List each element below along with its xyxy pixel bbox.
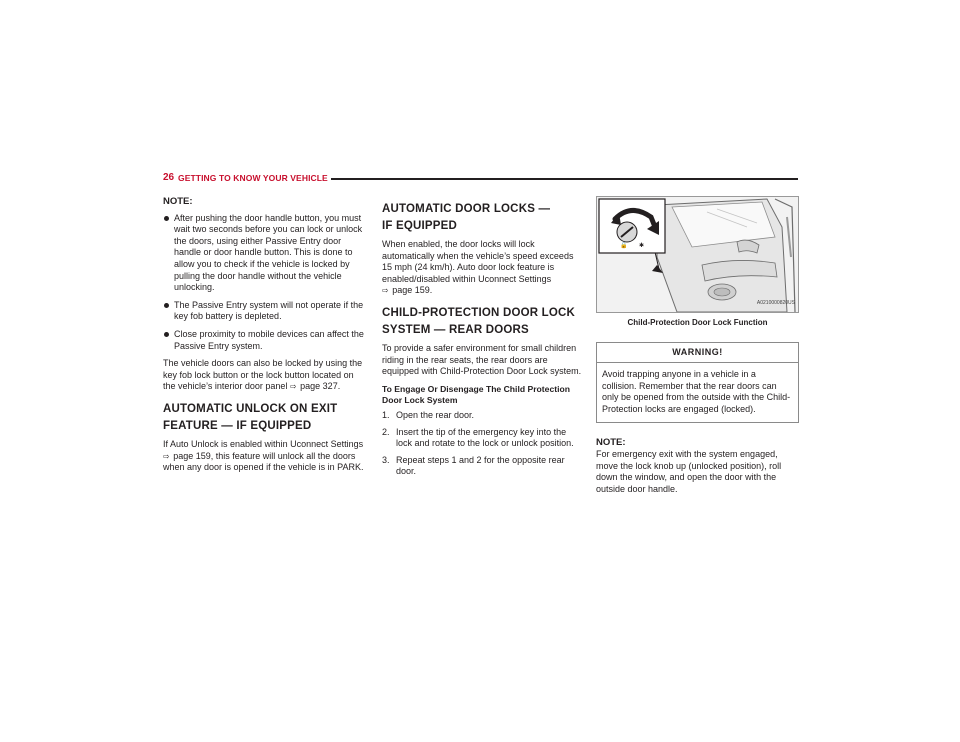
figure-caption: Child-Protection Door Lock Function xyxy=(627,318,768,327)
step-item: 3. Repeat steps 1 and 2 for the opposite rear door. xyxy=(382,454,565,477)
child-protection-paragraph: To provide a safer environment for small children riding in the rear seats, the rear doors are equipped with Child-Protection Door Lock system. xyxy=(382,342,582,377)
locking-paragraph: The vehicle doors can also be locked by using the key fob lock button or the lock button located on the vehicle’s interior door panel ⇨ page 327. xyxy=(163,358,363,392)
page-reference-icon: ⇨ xyxy=(289,382,297,392)
page-reference-icon: ⇨ xyxy=(163,451,170,461)
page-reference-link[interactable]: page 327. xyxy=(300,381,341,392)
column-right xyxy=(596,196,799,502)
page-header xyxy=(163,172,798,186)
door-illustration-svg xyxy=(597,197,798,312)
warning-text: Avoid trapping anyone in a vehicle in a collision. Remember that the rear doors can only be opened from the outside with the Child-Protection locks are engaged (locked). xyxy=(602,369,791,414)
child-lock-illustration xyxy=(596,196,799,313)
section-title: GETTING TO KNOW YOUR VEHICLE xyxy=(178,173,328,183)
procedure-steps xyxy=(382,410,582,478)
heading-auto-door-locks: AUTOMATIC DOOR LOCKS — IF EQUIPPED xyxy=(382,203,551,232)
note-label: NOTE: xyxy=(596,436,626,448)
note-label: NOTE: xyxy=(163,196,193,207)
bullet-item: After pushing the door handle button, you must wait two seconds before you can lock or unlock the doors, using either Passive Entry door handle or door handle button. This is done to allow you to check if the vehicle is locked by pulling the door handle without the vehicle unlocking. xyxy=(163,213,368,294)
figure-id: A0210000820US xyxy=(756,300,795,307)
child-symbol-icon: ✱ xyxy=(639,242,645,249)
bullet-item: Close proximity to mobile devices can affect the Passive Entry system. xyxy=(163,329,368,352)
header-rule xyxy=(331,178,798,180)
page-number: 26 xyxy=(163,172,175,183)
step-item: 2. Insert the tip of the emergency key into the lock and rotate to the lock or unlock position. xyxy=(382,426,574,449)
lock-symbol-icon: 🔒 xyxy=(620,242,628,249)
bullet-item: The Passive Entry system will not operate if the key fob battery is depleted. xyxy=(163,300,368,323)
note-text: For emergency exit with the system engaged, move the lock knob up (unlocked position), roll down the window, and open the door with the outside door handle. xyxy=(596,449,782,494)
warning-box xyxy=(596,342,799,423)
auto-unlock-paragraph: If Auto Unlock is enabled within Uconnect Settings ⇨ page 159, this feature will unlock all the doors when any door is opened if the vehicle is in PARK. xyxy=(163,438,364,473)
heading-auto-unlock: AUTOMATIC UNLOCK ON EXIT FEATURE — IF EQUIPPED xyxy=(163,402,338,432)
note-block xyxy=(596,437,799,496)
page-reference-icon: ⇨ xyxy=(382,286,389,296)
column-left xyxy=(163,196,368,480)
heading-child-protection: CHILD-PROTECTION DOOR LOCK SYSTEM — REAR DOORS xyxy=(382,306,576,336)
step-item: 1. Open the rear door. xyxy=(382,409,475,420)
warning-title: WARNING! xyxy=(597,343,798,364)
page-reference-link[interactable]: page 159, this feature will unlock all the doors when any door is opened if the vehicle is in PARK. xyxy=(163,450,364,473)
page-reference-link[interactable]: page 159. xyxy=(392,285,433,296)
procedure-subheading: To Engage Or Disengage The Child Protection Door Lock System xyxy=(382,383,570,406)
note-bullet-list xyxy=(163,213,368,353)
auto-locks-paragraph: When enabled, the door locks will lock automatically when the vehicle’s speed exceeds 15 mph (24 km/h). Auto door lock feature is enabled/disabled within Uconnect Settings ⇨ page 159. xyxy=(382,239,574,296)
column-middle xyxy=(382,201,582,483)
